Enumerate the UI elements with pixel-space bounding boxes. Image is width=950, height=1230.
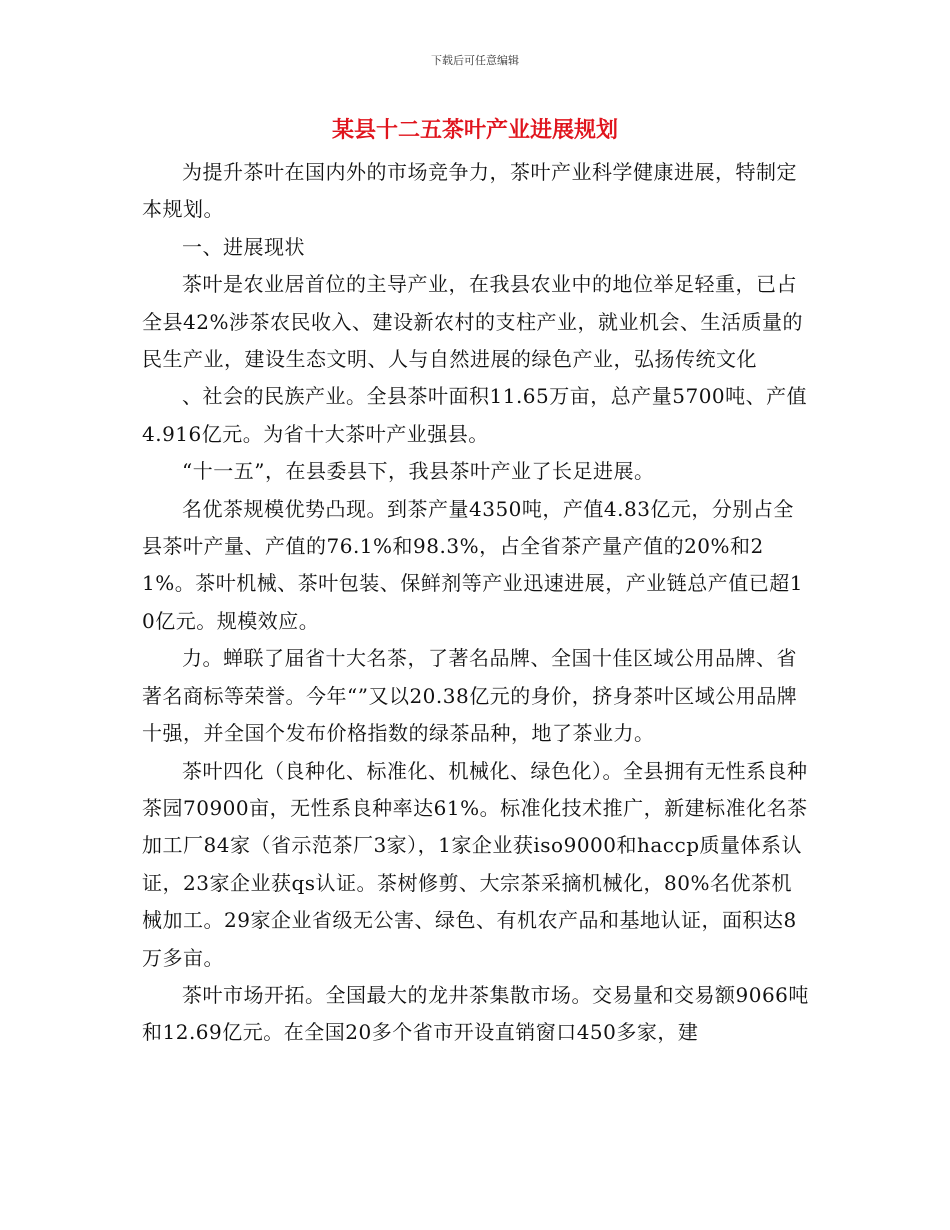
paragraph-premium-tea: 名优茶规模优势凸现。到茶产量4350吨，产值4.83亿元，分别占全县茶叶产量、产值的76.1%和98.3%，占全省茶产量产值的20%和21%。茶叶机械、茶叶包装、保鲜剂等产业迅速进展，产业链总产值已超10亿元。规模效应。: [142, 496, 803, 633]
page-header: 下载后可任意编辑: [431, 54, 519, 67]
paragraph-area-output: 、社会的民族产业。全县茶叶面积11.65万亩，总产量5700吨、产值4.916亿元。为省十大茶叶产业强县。: [142, 384, 808, 446]
paragraph-intro: 为提升茶叶在国内外的市场竞争力，茶叶产业科学健康进展，特制定本规划。: [142, 160, 797, 222]
paragraph-eleventh-five-year: “十一五”，在县委县下，我县茶叶产业了长足进展。: [182, 459, 655, 484]
paragraph-brand-power: 力。蝉联了届省十大名茶，了著名品牌、全国十佳区域公用品牌、省著名商标等荣誉。今年“”又以20.38亿元的身价，挤身茶叶区域公用品牌十强，并全国个发布价格指数的绿茶品种，地了茶业力。: [142, 646, 798, 746]
paragraph-market-expansion: 茶叶市场开拓。全国最大的龙井茶集散市场。交易量和交易额9066吨和12.69亿元。在全国20多个省市开设直销窗口450多家，建: [142, 982, 809, 1045]
paragraph-industry-role: 茶叶是农业居首位的主导产业，在我县农业中的地位举足轻重，已占全县42%涉茶农民收入、建设新农村的支柱产业，就业机会、生活质量的民生产业，建设生态文明、人与自然进展的绿色产业，弘扬传统文化: [142, 272, 803, 372]
paragraph-four-modernizations: 茶叶四化（良种化、标准化、机械化、绿色化）。全县拥有无性系良种茶园70900亩，无性系良种率达61%。标准化技术推广，新建标准化名茶加工厂84家（省示范茶厂3家），1家企业获iso9000和haccp质量体系认证，23家企业获qs认证。茶树修剪、大宗茶采摘机械化，80%名优茶机械加工。29家企业省级无公害、绿色、有机农产品和基地认证，面积达8万多亩。: [142, 758, 808, 970]
document-body: [142, 154, 810, 1052]
section-heading-status: 一、进展现状: [182, 234, 305, 259]
document-title: 某县十二五茶叶产业进展规划: [331, 118, 618, 143]
